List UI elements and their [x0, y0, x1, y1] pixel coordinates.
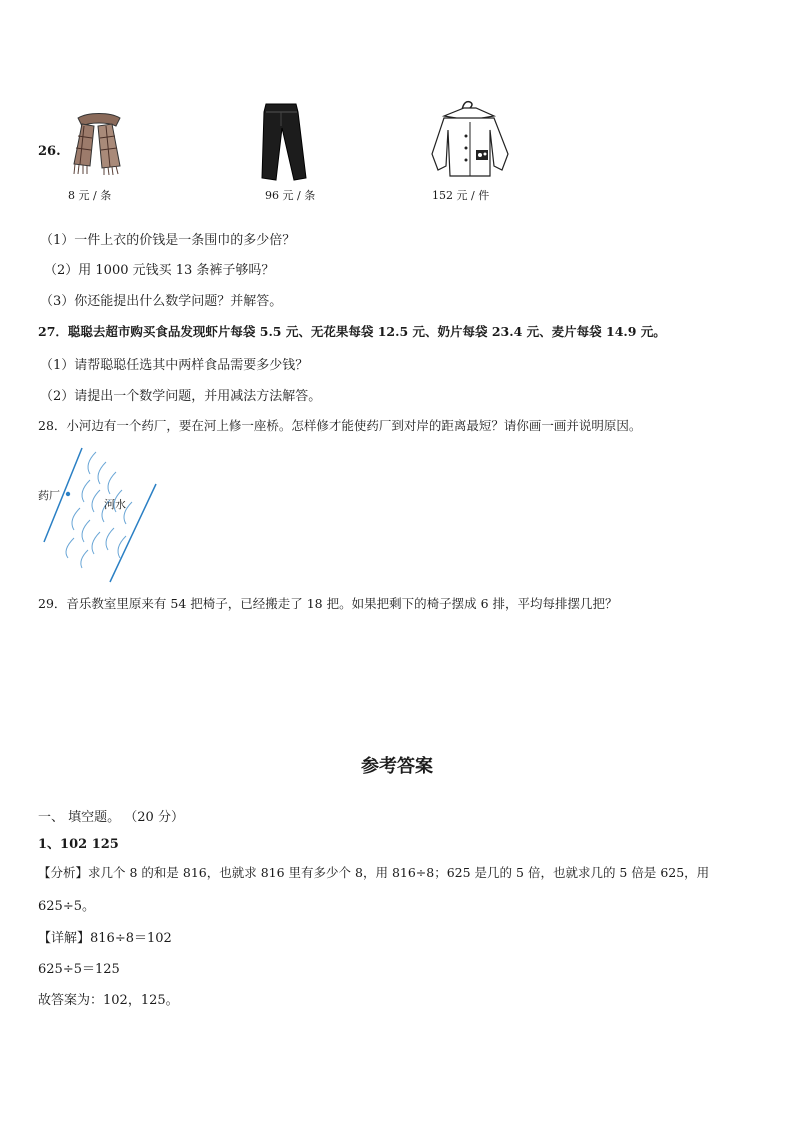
- question-26-number: 26.: [38, 144, 61, 159]
- pants-icon: [250, 102, 320, 182]
- question-26-sub-1: （1）一件上衣的价钱是一条围巾的多少倍？: [40, 233, 296, 248]
- jacket-icon: [424, 96, 514, 180]
- question-29-text: 29．音乐教室里原来有 54 把椅子，已经搬走了 18 把。如果把剩下的椅子摆成 6 排，平均每排摆几把？: [38, 596, 618, 611]
- scarf-icon: [64, 112, 134, 176]
- question-26-sub-3: （3）你还能提出什么数学问题？并解答。: [40, 294, 283, 309]
- factory-point: [66, 492, 70, 496]
- detail-line-1: 【详解】816÷8＝102: [38, 931, 172, 946]
- answers-section-heading: 一、 填空题。 （20 分）: [38, 810, 184, 825]
- analysis-line-2: 625÷5。: [38, 899, 95, 914]
- factory-label: 药厂: [38, 489, 60, 502]
- river-diagram: [30, 440, 170, 590]
- question-27-text: 27．聪聪去超市购买食品发现虾片每袋 5.5 元、无花果每袋 12.5 元、奶片每袋 23.4 元、麦片每袋 14.9 元。: [38, 324, 666, 339]
- analysis-line-1: 【分析】求几个 8 的和是 816，也就求 816 里有多少个 8，用 816÷8；625 是几的 5 倍，也就求几的 5 倍是 625，用: [38, 865, 710, 880]
- question-27-sub-1: （1）请帮聪聪任选其中两样食品需要多少钱？: [40, 358, 309, 373]
- answer-1: 1、102 125: [38, 837, 119, 852]
- question-28-text: 28．小河边有一个药厂，要在河上修一座桥。怎样修才能使药厂到对岸的距离最短？请你画一画并说明原因。: [38, 418, 642, 433]
- pants-price: 96 元 / 条: [265, 189, 316, 202]
- jacket-price: 152 元 / 件: [432, 189, 490, 202]
- river-label: 河水: [104, 498, 126, 511]
- question-27-sub-2: （2）请提出一个数学问题，并用减法方法解答。: [40, 389, 322, 404]
- scarf-price: 8 元 / 条: [68, 189, 112, 202]
- answer-conclusion: 故答案为：102，125。: [38, 993, 179, 1008]
- question-26-sub-2: （2）用 1000 元钱买 13 条裤子够吗？: [44, 263, 275, 278]
- detail-line-2: 625÷5＝125: [38, 962, 120, 977]
- answers-title: 参考答案: [361, 756, 433, 777]
